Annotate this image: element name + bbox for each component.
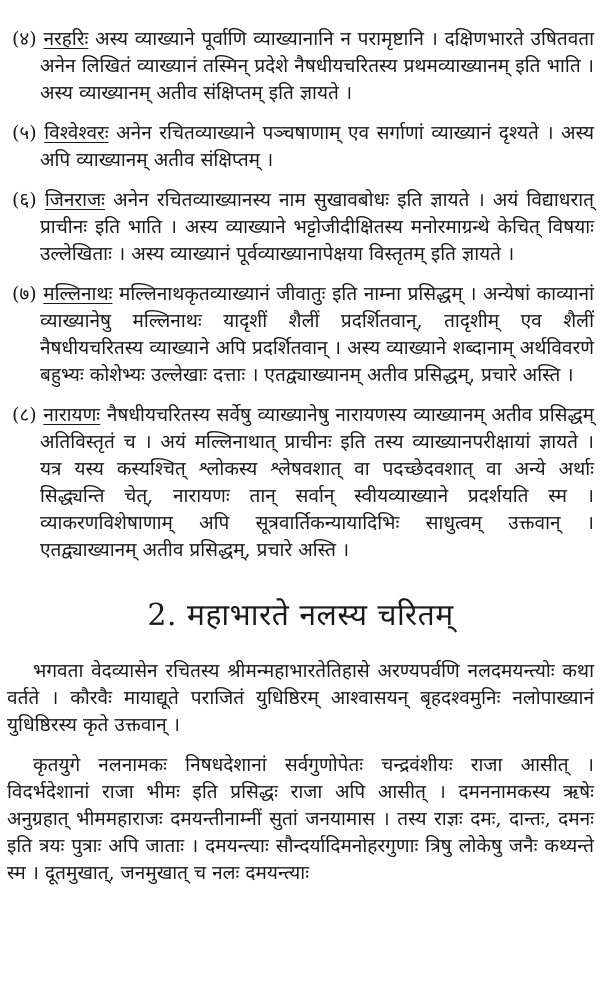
item-number: (४) <box>12 28 37 50</box>
commentary-item-jinaraja <box>7 187 594 268</box>
item-body: अनेन रचितव्याख्याने पञ्चषाणाम् एव सर्गाणां व्याख्यानं दृश्यते । अस्य अपि व्याख्यानम् अतीव संक्षिप्तम् । <box>40 122 594 171</box>
item-body: नैषधीयचरितस्य सर्वेषु व्याख्यानेषु नारायणस्य व्याख्यानम् अतीव प्रसिद्धम् अतिविस्तृतं च । अयं मल्लिनाथात् प्राचीनः इति तस्य व्याख्यानपरीक्षायां ज्ञायते । यत्र यस्य कस्यश्चित् श्लोकस्य श्लेषवशात् वा पदच्छेदवशात् वा अन्ये अर्थाः सिद्ध्यन्ति चेत्, नारायणः तान् सर्वान् स्वीयव्याख्याने प्रदर्शयति स्म । व्याकरणविशेषाणाम् अपि सूत्रवार्तिकन्यायादिभिः साधुत्वम् उक्तवान् । एतद्व्याख्यानम् अतीव प्रसिद्धम्, प्रचारे अस्ति । <box>40 404 595 561</box>
item-number: (५) <box>12 122 37 144</box>
item-body: मल्लिनाथकृतव्याख्यानं जीवातुः इति नाम्ना प्रसिद्धम् । अन्येषां काव्यानां व्याख्यानेषु मल्लिनाथः यादृशीं शैलीं प्रदर्शितवान्, तादृशीम् एव शैलीं नैषधीयचरितस्य व्याख्याने अपि प्रदर्शितवान् । अस्य व्याख्याने शब्दानाम् अर्थविवरणे बहुभ्यः कोशेभ्यः उल्लेखाः दत्ताः । एतद्व्याख्यानम् अतीव प्रसिद्धम्, प्रचारे अस्ति । <box>40 283 594 386</box>
item-body: अस्य व्याख्याने पूर्वाणि व्याख्यानानि न परामृष्टानि । दक्षिणभारते उषितवता अनेन लिखितं व्याख्यानं तस्मिन् प्रदेशे नैषधीयचरितस्य प्रथमव्याख्यानम् इति भाति । अस्य व्याख्यानम् अतीव संक्षिप्तम् इति ज्ञायते । <box>40 28 595 104</box>
item-number: (६) <box>12 189 37 211</box>
commentary-item-mallinatha <box>7 281 594 389</box>
item-number: (७) <box>12 283 37 305</box>
commentator-name: नारायणः <box>43 404 101 426</box>
item-number: (८) <box>12 404 37 426</box>
commentary-item-narahari <box>7 26 594 107</box>
section-heading: 2. महाभारते नलस्य चरितम् <box>147 598 454 633</box>
item-body: अनेन रचितव्याख्यानस्य नाम सुखावबोधः इति ज्ञायते । अयं विद्याधरात् प्राचीनः इति भाति । अस्य व्याख्याने भट्टोजीदीक्षितस्य मनोरमाग्रन्थे केचित् विषयाः उल्लेखिताः । अस्य व्याख्यानं पूर्वव्याख्यानापेक्षया विस्तृतम् इति ज्ञायते । <box>40 189 594 265</box>
commentary-item-narayana <box>7 402 594 564</box>
commentator-name: मल्लिनाथः <box>43 283 113 305</box>
commentator-name: जिनराजः <box>44 189 106 211</box>
section-paragraph: कृतयुगे नलनामकः निषधदेशानां सर्वगुणोपेतः चन्द्रवंशीयः राजा आसीत् । विदर्भदेशानां राजा भीमः इति प्रसिद्धः राजा अपि आसीत् । दमननामकस्य ऋषेः अनुग्रहात् भीममहाराजः दमयन्तीनाम्नीं सुतां जनयामास । तस्य राज्ञः दमः, दान्तः, दमनः इति त्रयः पुत्राः अपि जाताः । दमयन्त्याः सौन्दर्यादिमनोहरगुणाः त्रिषु लोकेषु जनैः कथ्यन्ते स्म । दूतमुखात्, जनमुखात् च नलः दमयन्त्याः <box>7 754 594 884</box>
commentator-name: नरहरिः <box>43 28 89 50</box>
commentator-name: विश्वेश्वरः <box>44 122 109 144</box>
commentary-item-vishveshvara <box>7 120 594 174</box>
section-paragraph: भगवता वेदव्यासेन रचितस्य श्रीमन्महाभारतेतिहासे अरण्यपर्वणि नलदमयन्त्योः कथा वर्तते । कौरवैः मायाद्यूते पराजितं युधिष्ठिरम् आश्वासयन् बृहदश्वमुनिः नलोपाख्यानं युधिष्ठिरस्य कृते उक्तवान् । <box>7 660 594 736</box>
